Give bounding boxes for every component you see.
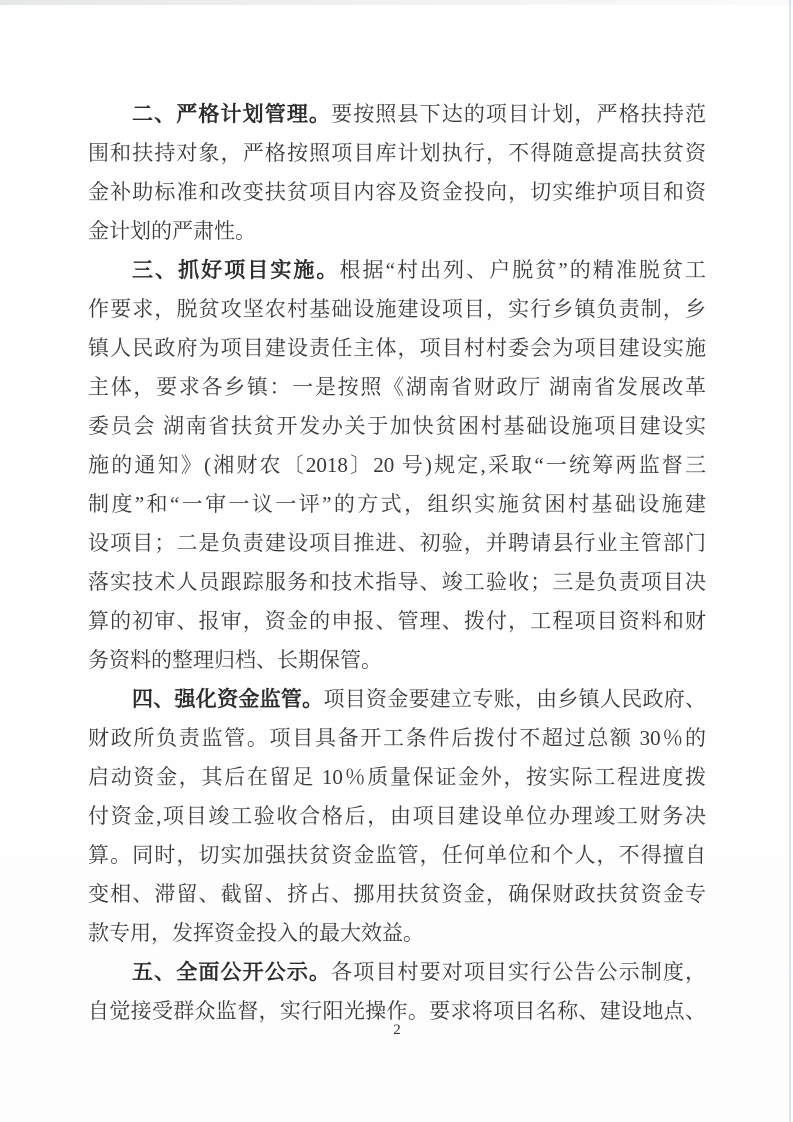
text-line (88, 95, 706, 134)
text-line: 财政所负责监管。项目具备开工条件后拨付不超过总额 30％的 (88, 726, 706, 750)
text-line: 落实技术人员跟踪服务和技术指导、竣工验收；三是负责项目决 (88, 570, 706, 594)
paragraph-plan-management (88, 95, 706, 251)
text-run: 要按照县下达的项目计划，严格扶持范 (331, 102, 706, 126)
scan-artifact-top-edge (0, 0, 793, 5)
paragraph-fund-supervision (88, 680, 706, 953)
text-line: 算。同时，切实加强扶贫资金监管，任何单位和个人，不得擅自 (88, 843, 706, 867)
text-line: 务资料的整理归档、长期保管。 (88, 648, 382, 672)
text-line: 围和扶持对象，严格按照项目库计划执行，不得随意提高扶贫资 (88, 141, 706, 165)
text-line: 施的通知》(湘财农〔2018〕20 号)规定,采取“一统筹两监督三 (88, 453, 706, 477)
scan-artifact-right-edge (789, 0, 791, 1122)
text-line (88, 251, 706, 290)
text-line: 自觉接受群众监督，实行阳光操作。要求将项目名称、建设地点、 (88, 999, 706, 1023)
text-line: 设项目；二是负责建设项目推进、初验，并聘请县行业主管部门 (88, 531, 706, 555)
text-line (88, 680, 706, 719)
text-line: 作要求，脱贫攻坚农村基础设施建设项目，实行乡镇负责制，乡 (88, 297, 706, 321)
page-footer (88, 1022, 706, 1039)
text-line: 委员会 湖南省扶贫开发办关于加快贫困村基础设施项目建设实 (88, 414, 706, 438)
text-line: 镇人民政府为项目建设责任主体，项目村村委会为项目建设实施 (88, 336, 706, 360)
text-line: 金补助标准和改变扶贫项目内容及资金投向，切实维护项目和资 (88, 180, 706, 204)
text-run: 各项目村要对项目实行公告公示制度， (331, 960, 706, 984)
text-line: 变相、滞留、截留、挤占、挪用扶贫资金，确保财政扶贫资金专 (88, 882, 706, 906)
text-line: 制度”和“一审一议一评”的方式，组织实施贫困村基础设施建 (88, 492, 706, 516)
paragraph-public-disclosure (88, 953, 706, 1031)
page-number: 2 (393, 1022, 401, 1038)
paragraph-lead: 四、强化资金监管。 (132, 687, 324, 711)
text-line: 付资金,项目竣工验收合格后，由项目建设单位办理竣工财务决 (88, 804, 706, 828)
text-run: 项目资金要建立专账，由乡镇人民政府、 (323, 687, 706, 711)
text-line (88, 953, 706, 992)
document-body (88, 95, 706, 1031)
text-line: 主体，要求各乡镇：一是按照《湖南省财政厅 湖南省发展改革 (88, 375, 706, 399)
text-line: 金计划的严肃性。 (88, 219, 256, 243)
text-line: 款专用，发挥资金投入的最大效益。 (88, 921, 424, 945)
paragraph-lead: 五、全面公开公示。 (132, 960, 332, 984)
text-line: 启动资金，其后在留足 10％质量保证金外，按实际工程进度拨 (88, 765, 706, 789)
paragraph-lead: 二、严格计划管理。 (132, 102, 332, 126)
text-line: 算的初审、报审，资金的申报、管理、拨付，工程项目资料和财 (88, 609, 706, 633)
paragraph-project-implementation (88, 251, 706, 680)
text-run: 根据“村出列、户脱贫”的精准脱贫工 (339, 258, 706, 282)
paragraph-lead: 三、抓好项目实施。 (132, 258, 340, 282)
